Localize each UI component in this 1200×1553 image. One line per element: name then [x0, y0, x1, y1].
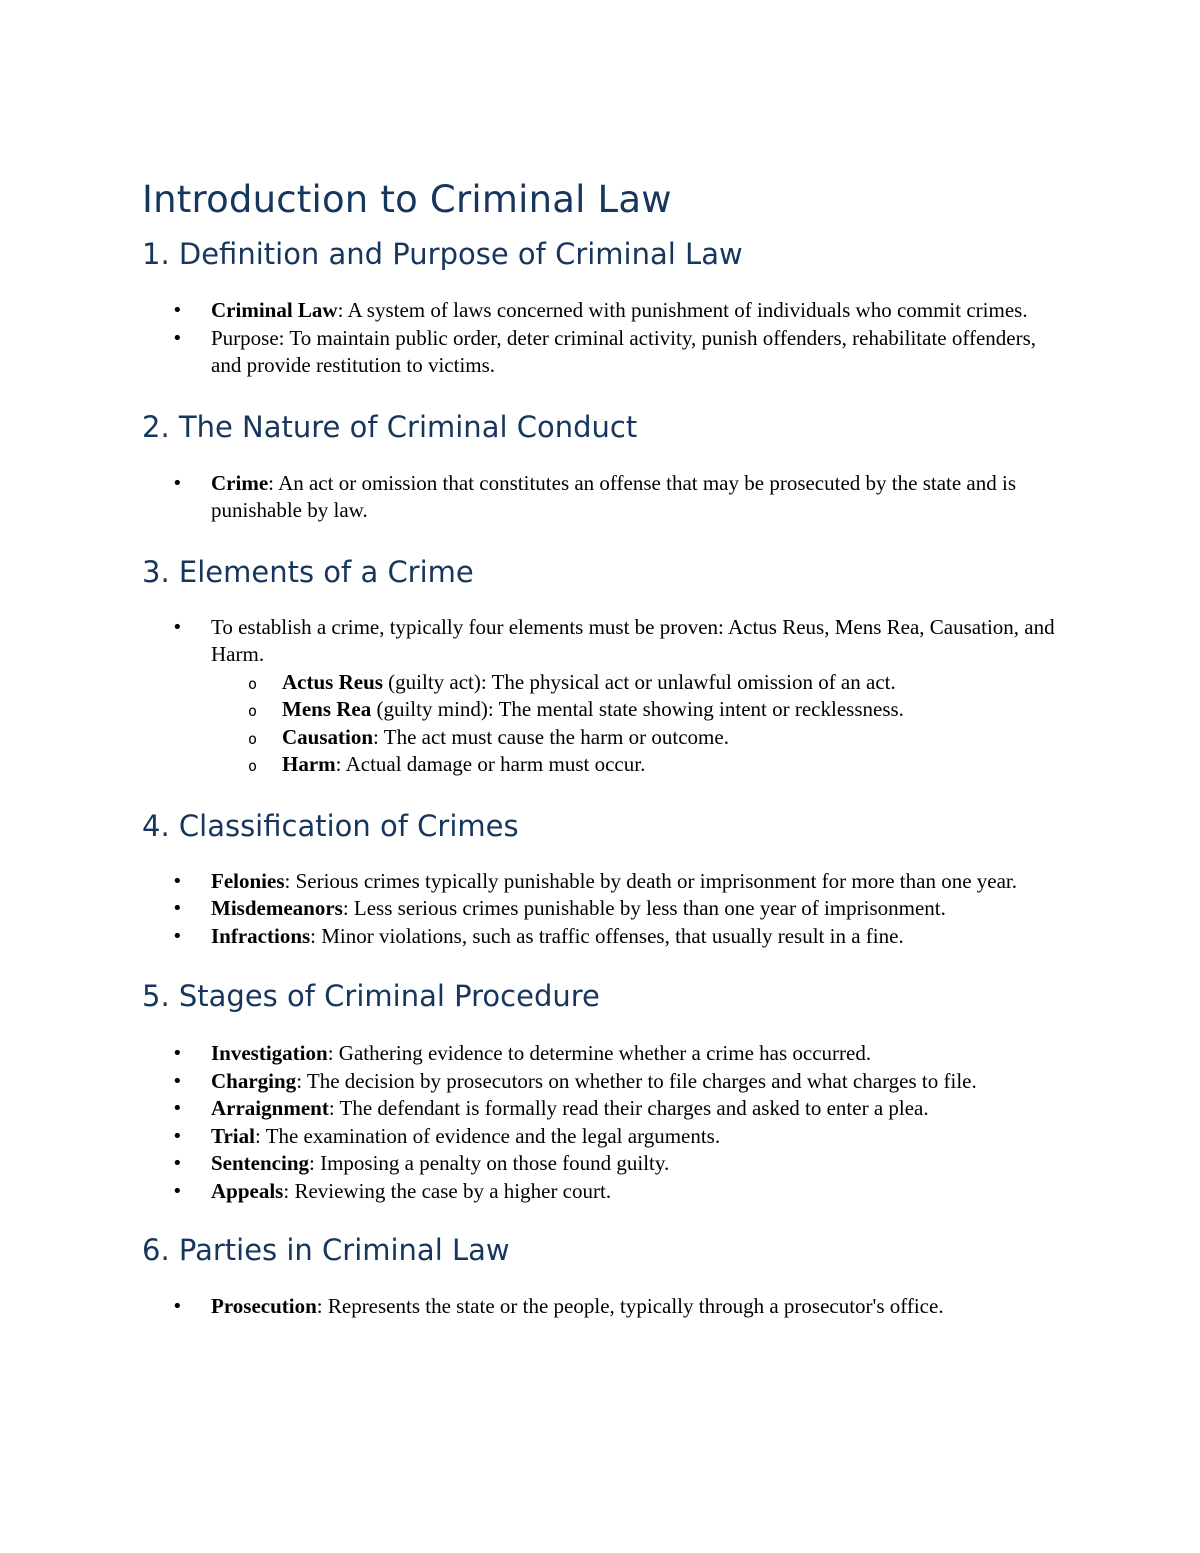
- term: Trial: [211, 1123, 255, 1148]
- list-item: [142, 1123, 1062, 1151]
- term: Crime: [211, 470, 269, 495]
- item-text: To establish a crime, typically four elements must be proven: Actus Reus, Mens Rea, Causation, and Harm.: [211, 614, 1055, 666]
- item-text: : The defendant is formally read their charges and asked to enter a plea.: [328, 1096, 929, 1120]
- list-item: [142, 1040, 1062, 1068]
- term: Felonies: [211, 868, 285, 893]
- bullet-icon: •: [172, 898, 183, 919]
- item-text: : Minor violations, such as traffic offenses, that usually result in a fine.: [310, 923, 904, 948]
- term: Actus Reus: [282, 669, 383, 694]
- term: Investigation: [211, 1041, 328, 1065]
- item-text: : Less serious crimes punishable by less than one year of imprisonment.: [342, 896, 946, 920]
- item-text: : Imposing a penalty on those found guilty.: [309, 1151, 670, 1175]
- list-item: [142, 1068, 1062, 1096]
- bullet-icon: •: [172, 616, 183, 638]
- term: Sentencing: [211, 1151, 310, 1175]
- bullet-icon: •: [172, 472, 183, 494]
- bullet-icon: •: [172, 1070, 183, 1092]
- term: Appeals: [211, 1178, 284, 1203]
- item-text: : Gathering evidence to determine whether a crime has occurred.: [327, 1041, 872, 1065]
- section-heading-2: 2. The Nature of Criminal Conduct: [142, 409, 638, 444]
- term: Misdemeanors: [211, 896, 343, 920]
- bullet-icon: •: [172, 300, 183, 321]
- term: Arraignment: [211, 1096, 329, 1120]
- list-item: [142, 325, 1062, 380]
- sub-list-item: [142, 696, 1062, 724]
- bullet-icon: •: [172, 1180, 183, 1202]
- list-item: [142, 1293, 1062, 1321]
- bullet-icon: •: [172, 925, 183, 947]
- sub-list-item: [142, 724, 1062, 752]
- term: Criminal Law: [211, 298, 338, 322]
- item-text: : A system of laws concerned with punishment of individuals who commit crimes.: [337, 298, 1028, 322]
- section-1-list: [142, 297, 1062, 380]
- section-4-list: [142, 868, 1062, 951]
- item-text: : The examination of evidence and the legal arguments.: [254, 1123, 721, 1148]
- list-item: [142, 470, 1062, 525]
- section-heading-3: 3. Elements of a Crime: [142, 554, 474, 589]
- bullet-icon: •: [172, 1153, 183, 1174]
- document-content: [142, 178, 1062, 1321]
- section-heading-4: 4. Classification of Crimes: [142, 808, 519, 843]
- item-text: : Actual damage or harm must occur.: [335, 752, 646, 776]
- list-item: [142, 297, 1062, 325]
- bullet-icon: •: [172, 1296, 183, 1317]
- circle-bullet-icon: o: [248, 757, 258, 775]
- item-text: : The act must cause the harm or outcome.: [373, 724, 729, 749]
- bullet-icon: •: [172, 327, 183, 349]
- list-item: [142, 923, 1062, 951]
- item-text: : Reviewing the case by a higher court.: [283, 1178, 612, 1203]
- circle-bullet-icon: o: [248, 674, 258, 693]
- item-text: (guilty act): The physical act or unlawful omission of an act.: [382, 669, 896, 694]
- section-2-list: [142, 470, 1062, 525]
- term: Mens Rea: [282, 697, 372, 721]
- bullet-icon: •: [172, 870, 183, 892]
- item-text: Purpose: To maintain public order, deter criminal activity, punish offenders, rehabilitate offenders, and provide restitution to victims.: [211, 325, 1037, 377]
- list-item: [142, 614, 1062, 669]
- item-text: : The decision by prosecutors on whether to file charges and what charges to file.: [296, 1068, 977, 1093]
- item-text: : Represents the state or the people, typically through a prosecutor's office.: [316, 1294, 944, 1318]
- item-text: : Serious crimes typically punishable by death or imprisonment for more than one year.: [284, 868, 1017, 893]
- term: Infractions: [211, 923, 311, 948]
- bullet-icon: •: [172, 1043, 183, 1064]
- section-6-list: [142, 1293, 1062, 1321]
- section-5-list: [142, 1040, 1062, 1205]
- list-item: [142, 1150, 1062, 1178]
- section-3-list: [142, 614, 1062, 779]
- term: Harm: [282, 752, 336, 776]
- bullet-icon: •: [172, 1125, 183, 1147]
- item-text: (guilty mind): The mental state showing intent or recklessness.: [371, 697, 904, 721]
- sub-list-item: [142, 669, 1062, 697]
- term: Charging: [211, 1068, 297, 1093]
- section-heading-1: 1. Definition and Purpose of Criminal Law: [142, 237, 743, 271]
- document-title: Introduction to Criminal Law: [142, 178, 672, 221]
- term: Causation: [282, 724, 374, 749]
- list-item: [142, 1095, 1062, 1123]
- circle-bullet-icon: o: [248, 729, 258, 748]
- circle-bullet-icon: o: [248, 702, 258, 720]
- section-heading-5: 5. Stages of Criminal Procedure: [142, 979, 600, 1013]
- section-heading-6: 6. Parties in Criminal Law: [142, 1233, 510, 1267]
- sub-list-item: [142, 751, 1062, 779]
- list-item: [142, 895, 1062, 923]
- list-item: [142, 868, 1062, 896]
- list-item: [142, 1178, 1062, 1206]
- bullet-icon: •: [172, 1098, 183, 1119]
- term: Prosecution: [211, 1294, 317, 1318]
- item-text: : An act or omission that constitutes an offense that may be prosecuted by the state and is punishable by law.: [211, 470, 1016, 522]
